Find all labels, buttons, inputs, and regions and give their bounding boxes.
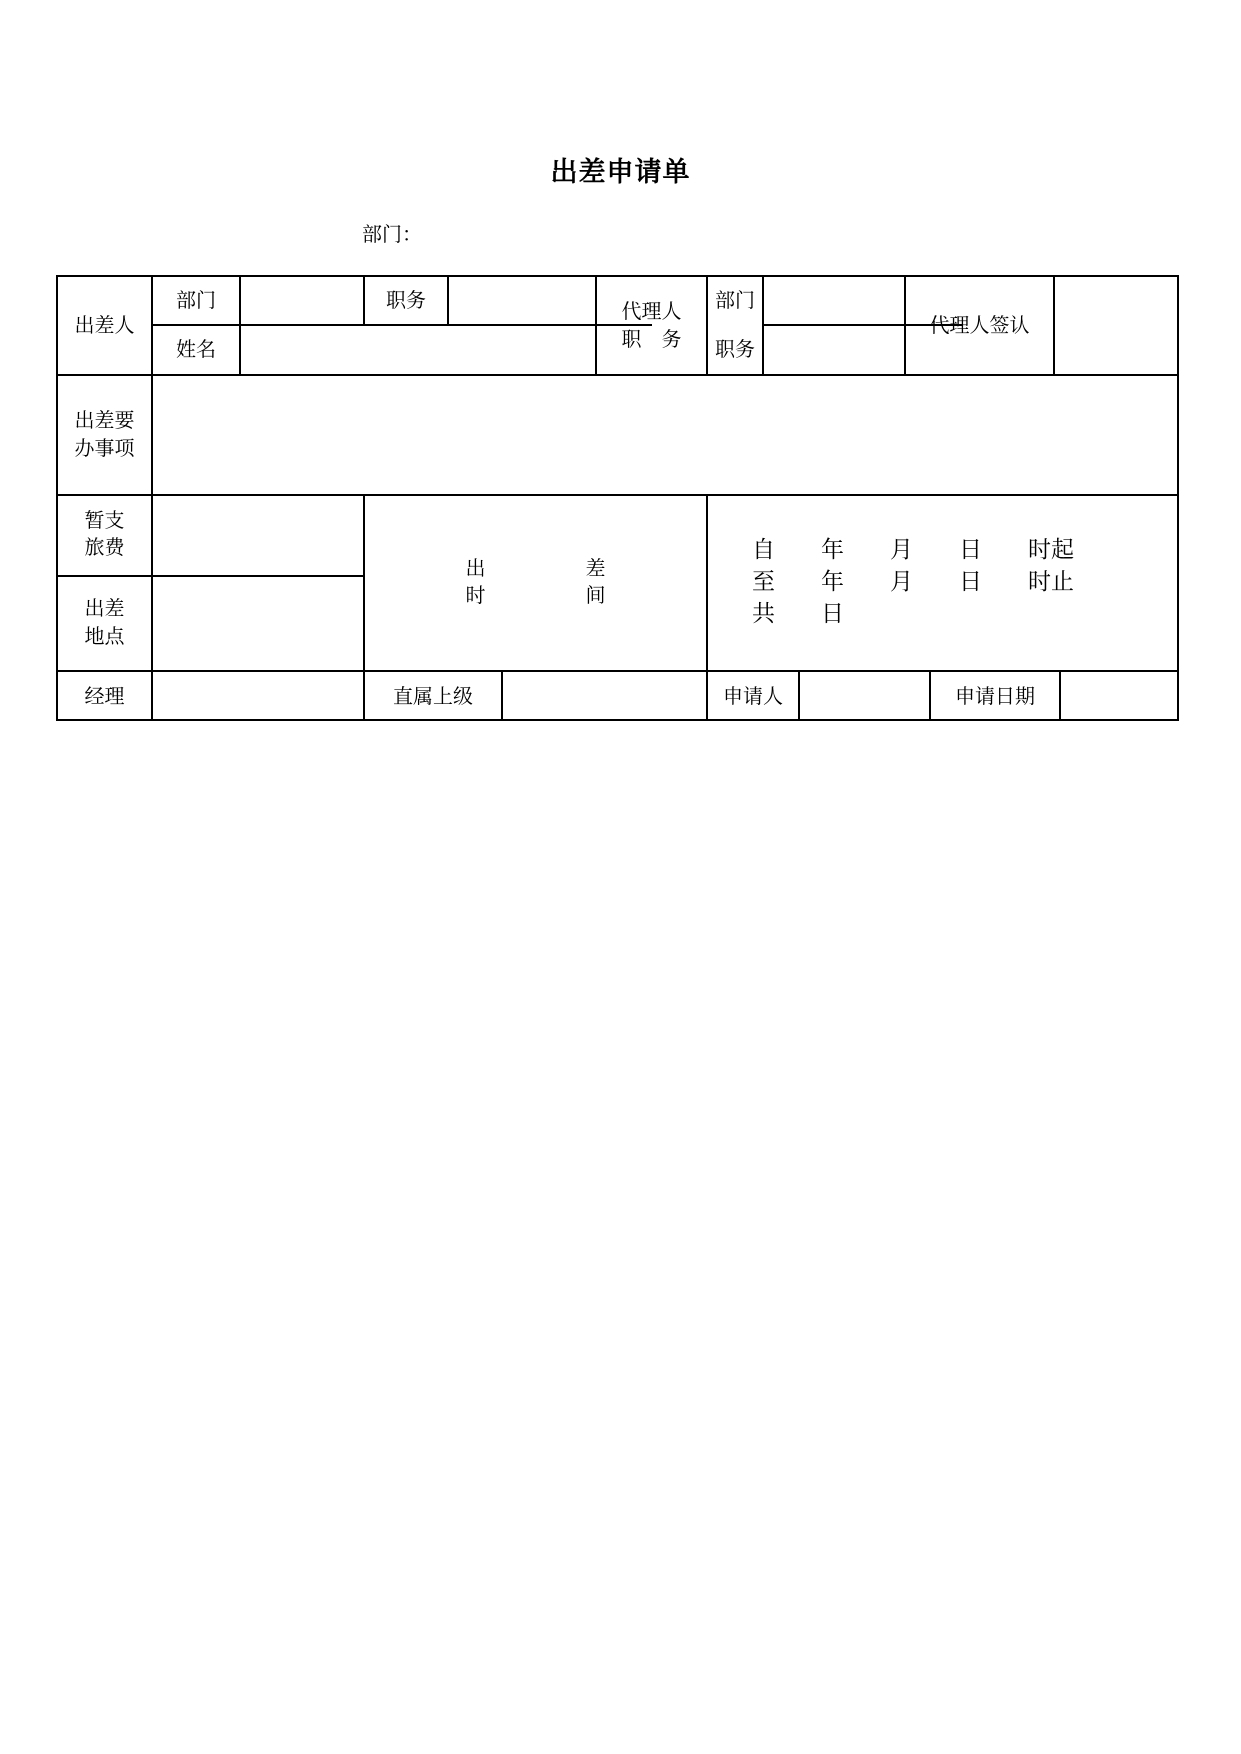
department-heading: 部门： bbox=[362, 222, 422, 246]
advance-label: 暂支 bbox=[84, 508, 125, 532]
agent-signature-field[interactable] bbox=[1055, 277, 1177, 374]
manager-field[interactable] bbox=[153, 672, 363, 719]
agent-position-heading: 职 务 bbox=[621, 327, 682, 351]
position-field[interactable] bbox=[449, 277, 595, 324]
matters-label: 出差要 bbox=[74, 408, 135, 432]
agent-label: 代理人 bbox=[621, 299, 682, 323]
agent-department-label: 部门 bbox=[715, 288, 755, 312]
place-label-line2: 地点 bbox=[84, 624, 125, 648]
matters-field[interactable] bbox=[153, 376, 1177, 494]
page-title: 出差申请单 bbox=[550, 157, 691, 188]
supervisor-label: 直属上级 bbox=[393, 684, 473, 708]
supervisor-field[interactable] bbox=[503, 672, 706, 719]
apply-date-label: 申请日期 bbox=[955, 684, 1035, 708]
name-label: 姓名 bbox=[176, 337, 216, 361]
advance-label-line2: 旅费 bbox=[84, 535, 125, 559]
agent-position-label: 职务 bbox=[715, 337, 755, 361]
date-from-line: 自 年 月 日 时起 bbox=[752, 537, 1074, 563]
travel-time-label: 出 差 bbox=[465, 556, 606, 580]
date-to-line: 至 年 月 日 时止 bbox=[752, 569, 1074, 595]
travel-time-label-line2: 时 间 bbox=[465, 583, 606, 607]
agent-position-field[interactable] bbox=[764, 326, 904, 374]
place-label: 出差 bbox=[84, 596, 125, 620]
applicant-field[interactable] bbox=[800, 672, 929, 719]
department-field[interactable] bbox=[241, 277, 363, 324]
traveler-label: 出差人 bbox=[74, 313, 135, 337]
manager-label: 经理 bbox=[84, 684, 125, 708]
date-total-line: 共 日 bbox=[752, 601, 844, 627]
position-label: 职务 bbox=[386, 288, 426, 312]
applicant-label: 申请人 bbox=[723, 684, 783, 708]
matters-label-line2: 办事项 bbox=[74, 436, 135, 460]
travel-application-form bbox=[56, 275, 1179, 721]
agent-signature-label: 代理人签认 bbox=[929, 313, 1030, 337]
apply-date-field[interactable] bbox=[1061, 672, 1177, 719]
place-field[interactable] bbox=[153, 577, 363, 670]
department-label: 部门 bbox=[176, 288, 216, 312]
name-field[interactable] bbox=[241, 326, 595, 374]
advance-field[interactable] bbox=[153, 496, 363, 575]
agent-department-field[interactable] bbox=[764, 277, 904, 324]
travel-date-field[interactable] bbox=[708, 496, 1177, 670]
